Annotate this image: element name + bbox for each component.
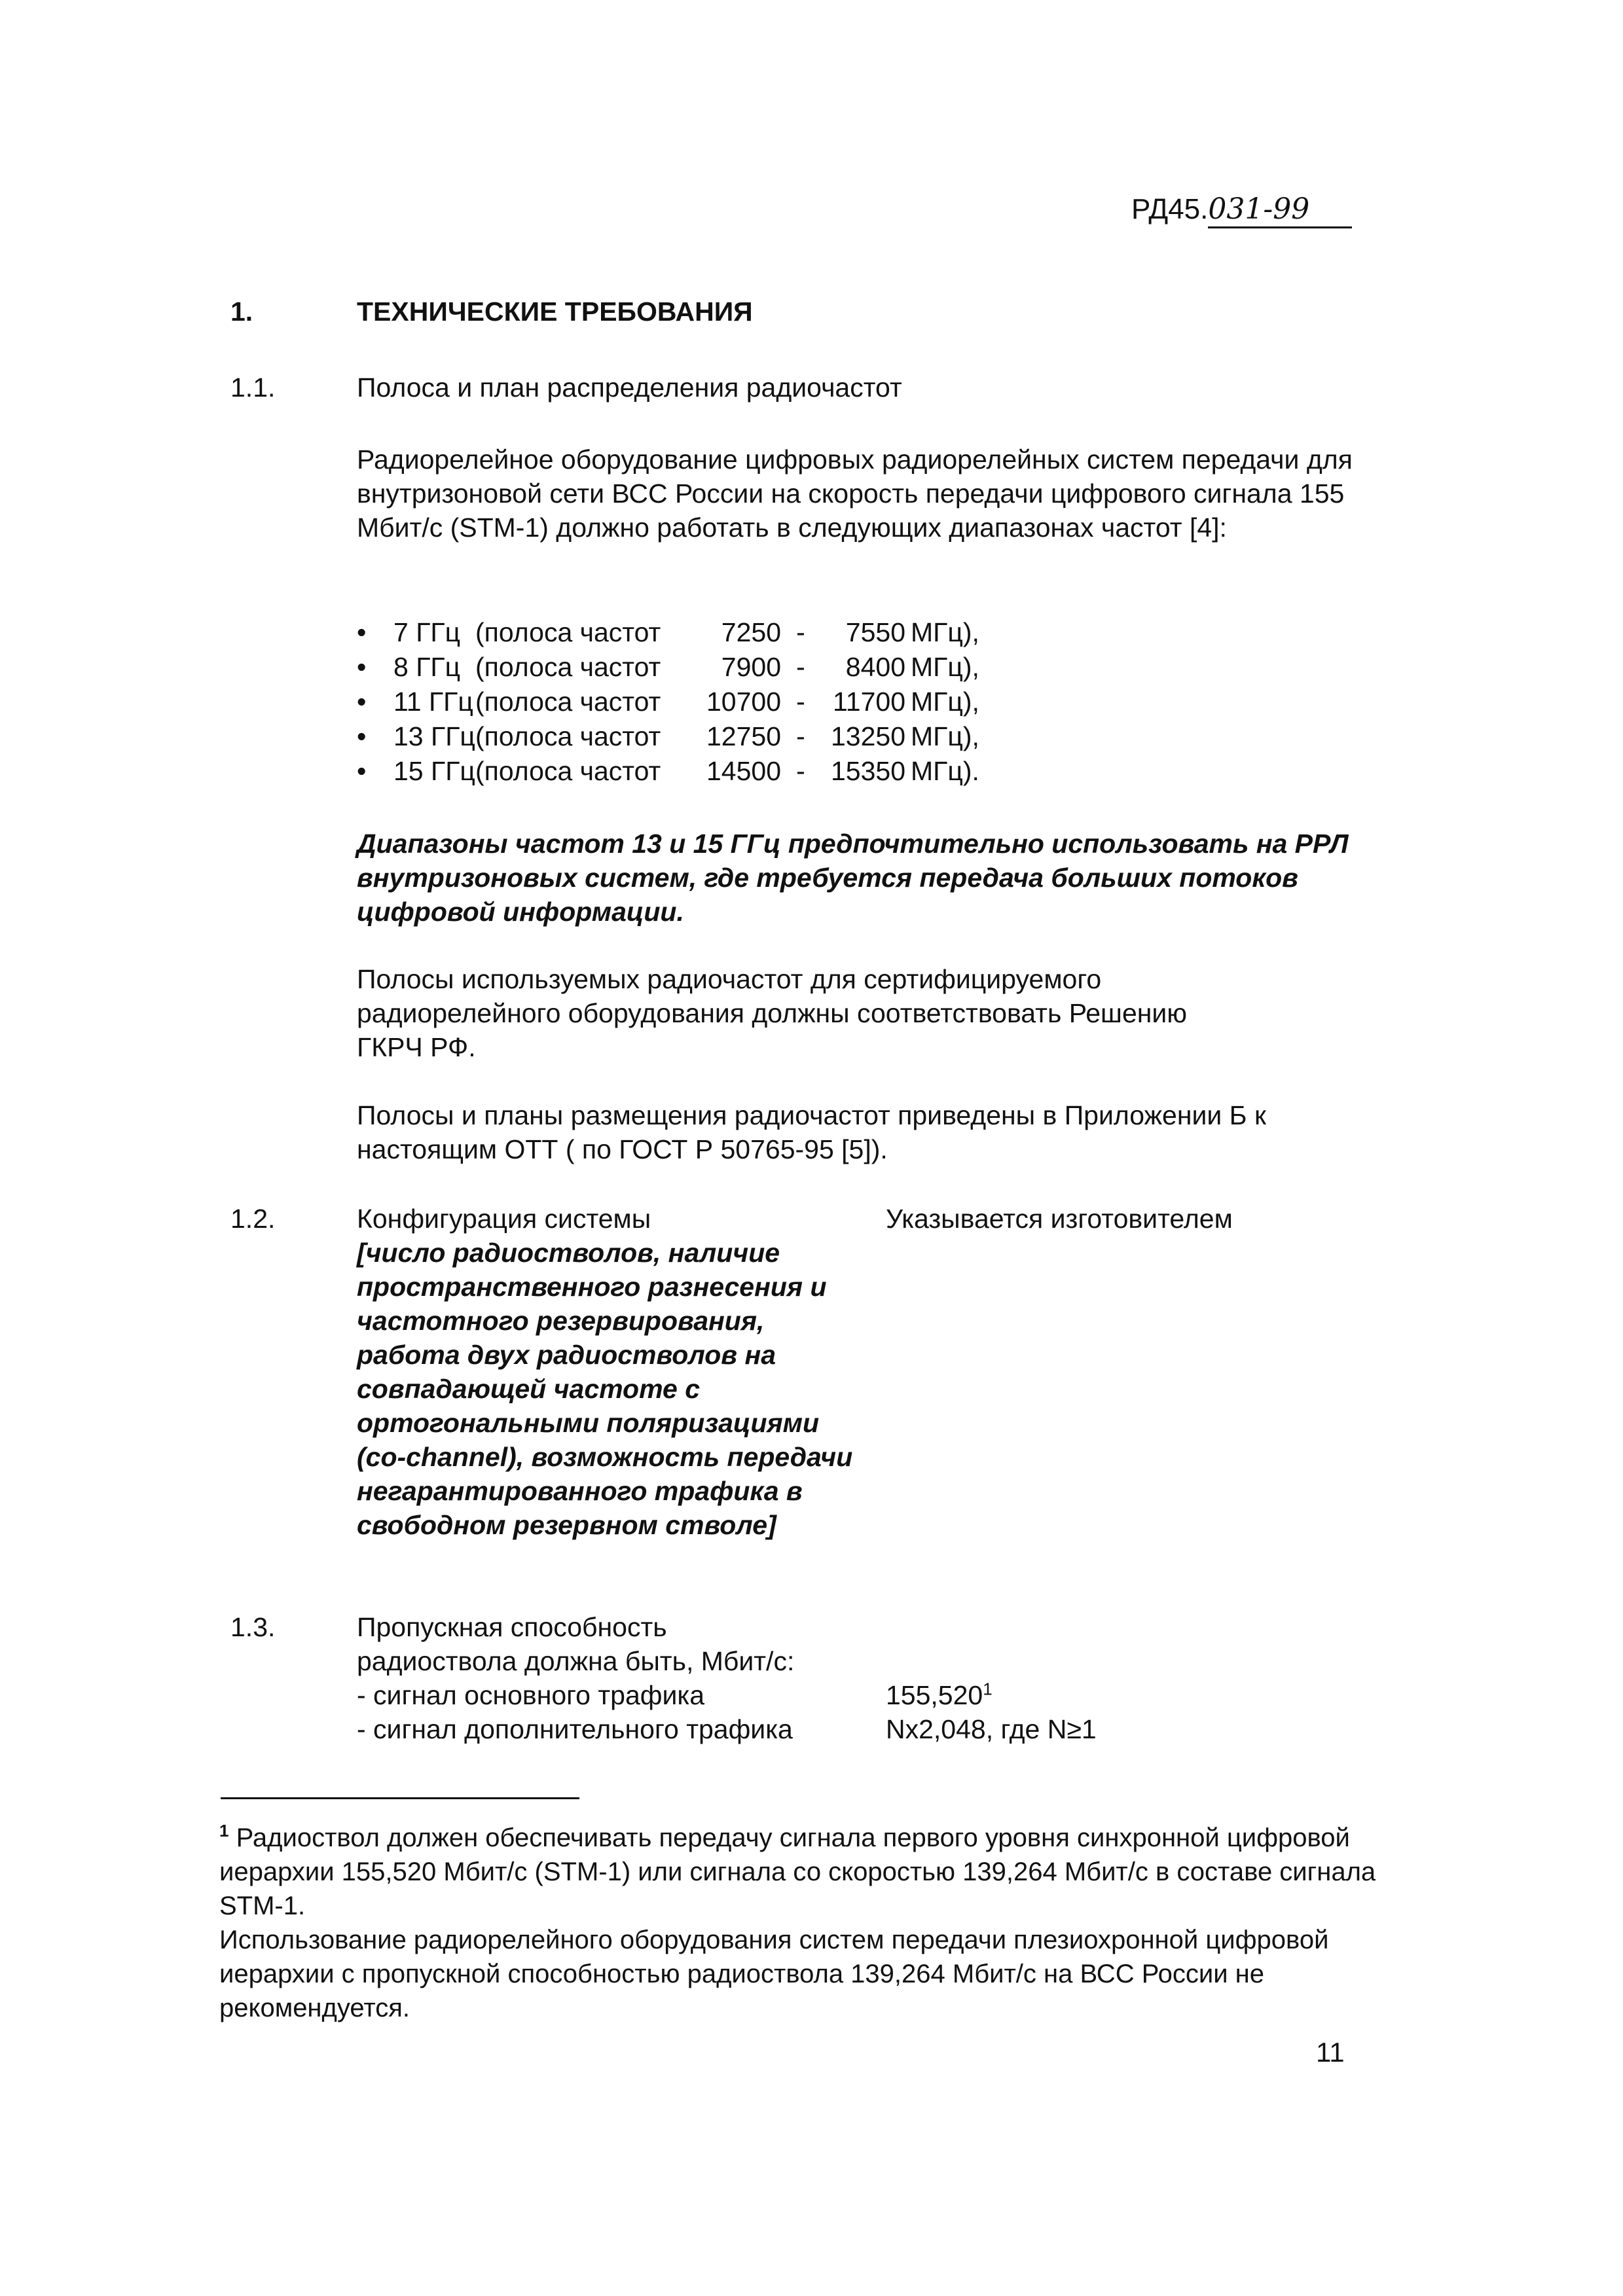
additional-traffic-label: - сигнал дополнительного трафика bbox=[357, 1714, 793, 1744]
bullet-icon: • bbox=[357, 652, 367, 682]
list-item: • 13 ГГц (полоса частот 12750 - 13250 МГц), bbox=[357, 719, 1142, 754]
section-number: 1. bbox=[230, 296, 253, 327]
footnote-text-2: Использование радиорелейного оборудования систем передачи плезиохронной цифровой иерархии с пропускной способностью радиоствола 139,264 Мбит/с на ВСС России не рекомендуется. bbox=[219, 1926, 1329, 2022]
paragraph-appendix-reference: Полосы и планы размещения радиочастот приведены в Приложении Б к настоящим ОТТ ( по ГОСТ Р 50765-95 [5]). bbox=[357, 1100, 1266, 1164]
subsection-title-1-1: Полоса и план распределения радиочастот bbox=[357, 372, 902, 403]
subsection-title-1-3-line2: радиоствола должна быть, Мбит/с: bbox=[357, 1646, 795, 1676]
footnote-ref: 1 bbox=[983, 1679, 993, 1699]
note-italic: Диапазоны частот 13 и 15 ГГц предпочтительно использовать на РРЛ внутризоновых систем, где требуется передача больших потоков цифровой информации. bbox=[357, 829, 1349, 927]
paragraph-frequencies-certification: Полосы используемых радиочастот для сертифицируемого радиорелейного оборудования должны соответствовать Решению ГКРЧ РФ. bbox=[357, 964, 1188, 1062]
subsection-number-1-3: 1.3. bbox=[230, 1612, 276, 1642]
footnote-divider bbox=[221, 1797, 579, 1799]
bullet-icon: • bbox=[357, 687, 367, 717]
subsection-title-1-2: Конфигурация системы bbox=[357, 1204, 651, 1234]
configuration-value: Указывается изготовителем bbox=[886, 1204, 1233, 1234]
list-item: • 8 ГГц (полоса частот 7900 - 8400 МГц), bbox=[357, 650, 1142, 685]
list-item: • 11 ГГц (полоса частот 10700 - 11700 МГц), bbox=[357, 685, 1142, 719]
footnote-text-1: $^1$ Радиоствол должен обеспечивать передачу сигнала первого уровня синхронной цифровой иерархии 155,520 Мбит/с (STM-1) или сигнала со скоростью 139,264 Мбит/с в составе сигнала STM-1. bbox=[219, 1821, 1376, 1920]
subsection-title-1-3-line1: Пропускная способность bbox=[357, 1612, 667, 1642]
additional-traffic-value: Nx2,048, где N≥1 bbox=[886, 1714, 1097, 1744]
frequency-band-list bbox=[357, 615, 1142, 789]
page-number: 11 bbox=[1316, 2037, 1345, 2068]
configuration-detail: [число радиостволов, наличие пространственного разнесения и частотного резервирования, работа двух радиостволов на совпадающей частоте с ортогональными поляризациями (co-channel), возможность передачи негарантированного трафика в свободном резервном стволе] bbox=[357, 1238, 853, 1540]
document-code bbox=[1131, 192, 1352, 228]
list-item: • 7 ГГц (полоса частот 7250 - 7550 МГц), bbox=[357, 615, 1142, 650]
bullet-icon: • bbox=[357, 617, 367, 647]
bullet-icon: • bbox=[357, 721, 367, 751]
list-item: • 15 ГГц (полоса частот 14500 - 15350 МГц). bbox=[357, 754, 1142, 789]
section-title: ТЕХНИЧЕСКИЕ ТРЕБОВАНИЯ bbox=[357, 296, 753, 327]
main-traffic-value: 155,520$^1$ bbox=[886, 1679, 993, 1710]
footnote-mark: 1 bbox=[219, 1821, 229, 1840]
paragraph-intro: Радиорелейное оборудование цифровых радиорелейных систем передачи для внутризоновой сети ВСС России на скорость передачи цифрового сигнала 155 Мбит/с (STM-1) должно работать в следующих диапазонах частот [4]: bbox=[357, 444, 1353, 543]
subsection-number-1-2: 1.2. bbox=[230, 1204, 276, 1234]
footnote bbox=[219, 1821, 1398, 2025]
document-code-prefix: РД45. bbox=[1131, 193, 1209, 225]
subsection-number-1-1: 1.1. bbox=[230, 372, 276, 403]
bullet-icon: • bbox=[357, 756, 367, 786]
document-code-handwritten: 031-99 bbox=[1208, 192, 1352, 228]
main-traffic-label: - сигнал основного трафика bbox=[357, 1680, 705, 1710]
